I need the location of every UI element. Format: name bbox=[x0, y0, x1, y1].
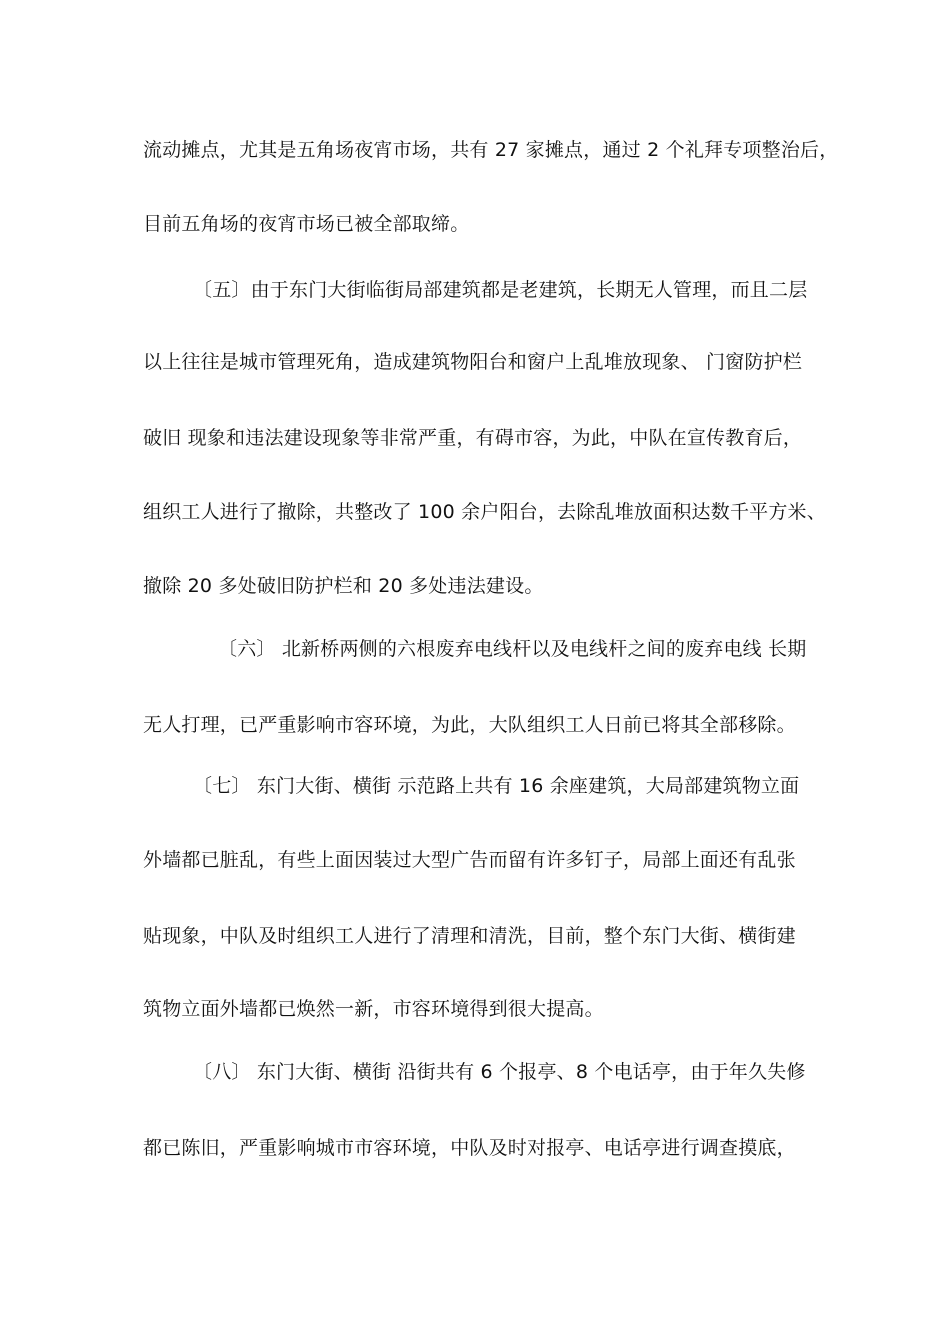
paragraph-8-heading-line: 〔八〕 东门大街、横街 沿街共有 6 个报亭、8 个电话亭，由于年久失修 bbox=[193, 1061, 806, 1083]
text-line: 流动摊点，尤其是五角场夜宵市场，共有 27 家摊点，通过 2 个礼拜专项整治后， bbox=[143, 139, 839, 161]
text-line: 都已陈旧，严重影响城市市容环境，中队及时对报亭、电话亭进行调查摸底， bbox=[143, 1137, 796, 1159]
text-line: 以上往往是城市管理死角，造成建筑物阳台和窗户上乱堆放现象、 门窗防护栏 bbox=[143, 351, 803, 373]
text-line: 贴现象，中队及时组织工人进行了清理和清洗，目前，整个东门大街、横街建 bbox=[143, 925, 796, 947]
text-line: 外墙都已脏乱，有些上面因装过大型广告而留有许多钉子，局部上面还有乱张 bbox=[143, 849, 796, 871]
text-line: 目前五角场的夜宵市场已被全部取缔。 bbox=[143, 213, 470, 235]
paragraph-7-heading-line: 〔七〕 东门大街、横街 示范路上共有 16 余座建筑，大局部建筑物立面 bbox=[193, 775, 800, 797]
paragraph-5-heading-line: 〔五〕由于东门大街临街局部建筑都是老建筑，长期无人管理，而且二层 bbox=[193, 279, 808, 301]
paragraph-6-heading-line: 〔六〕 北新桥两侧的六根废弃电线杆以及电线杆之间的废弃电线 长期 bbox=[218, 638, 807, 660]
text-line: 无人打理，已严重影响市容环境，为此，大队组织工人日前已将其全部移除。 bbox=[143, 714, 796, 736]
text-line: 组织工人进行了撤除，共整改了 100 余户阳台，去除乱堆放面积达数千平方米、 bbox=[143, 501, 826, 523]
text-line: 撤除 20 多处破旧防护栏和 20 多处违法建设。 bbox=[143, 575, 544, 597]
text-line: 筑物立面外墙都已焕然一新，市容环境得到很大提高。 bbox=[143, 998, 604, 1020]
text-line: 破旧 现象和违法建设现象等非常严重，有碍市容，为此，中队在宣传教育后， bbox=[143, 427, 803, 449]
